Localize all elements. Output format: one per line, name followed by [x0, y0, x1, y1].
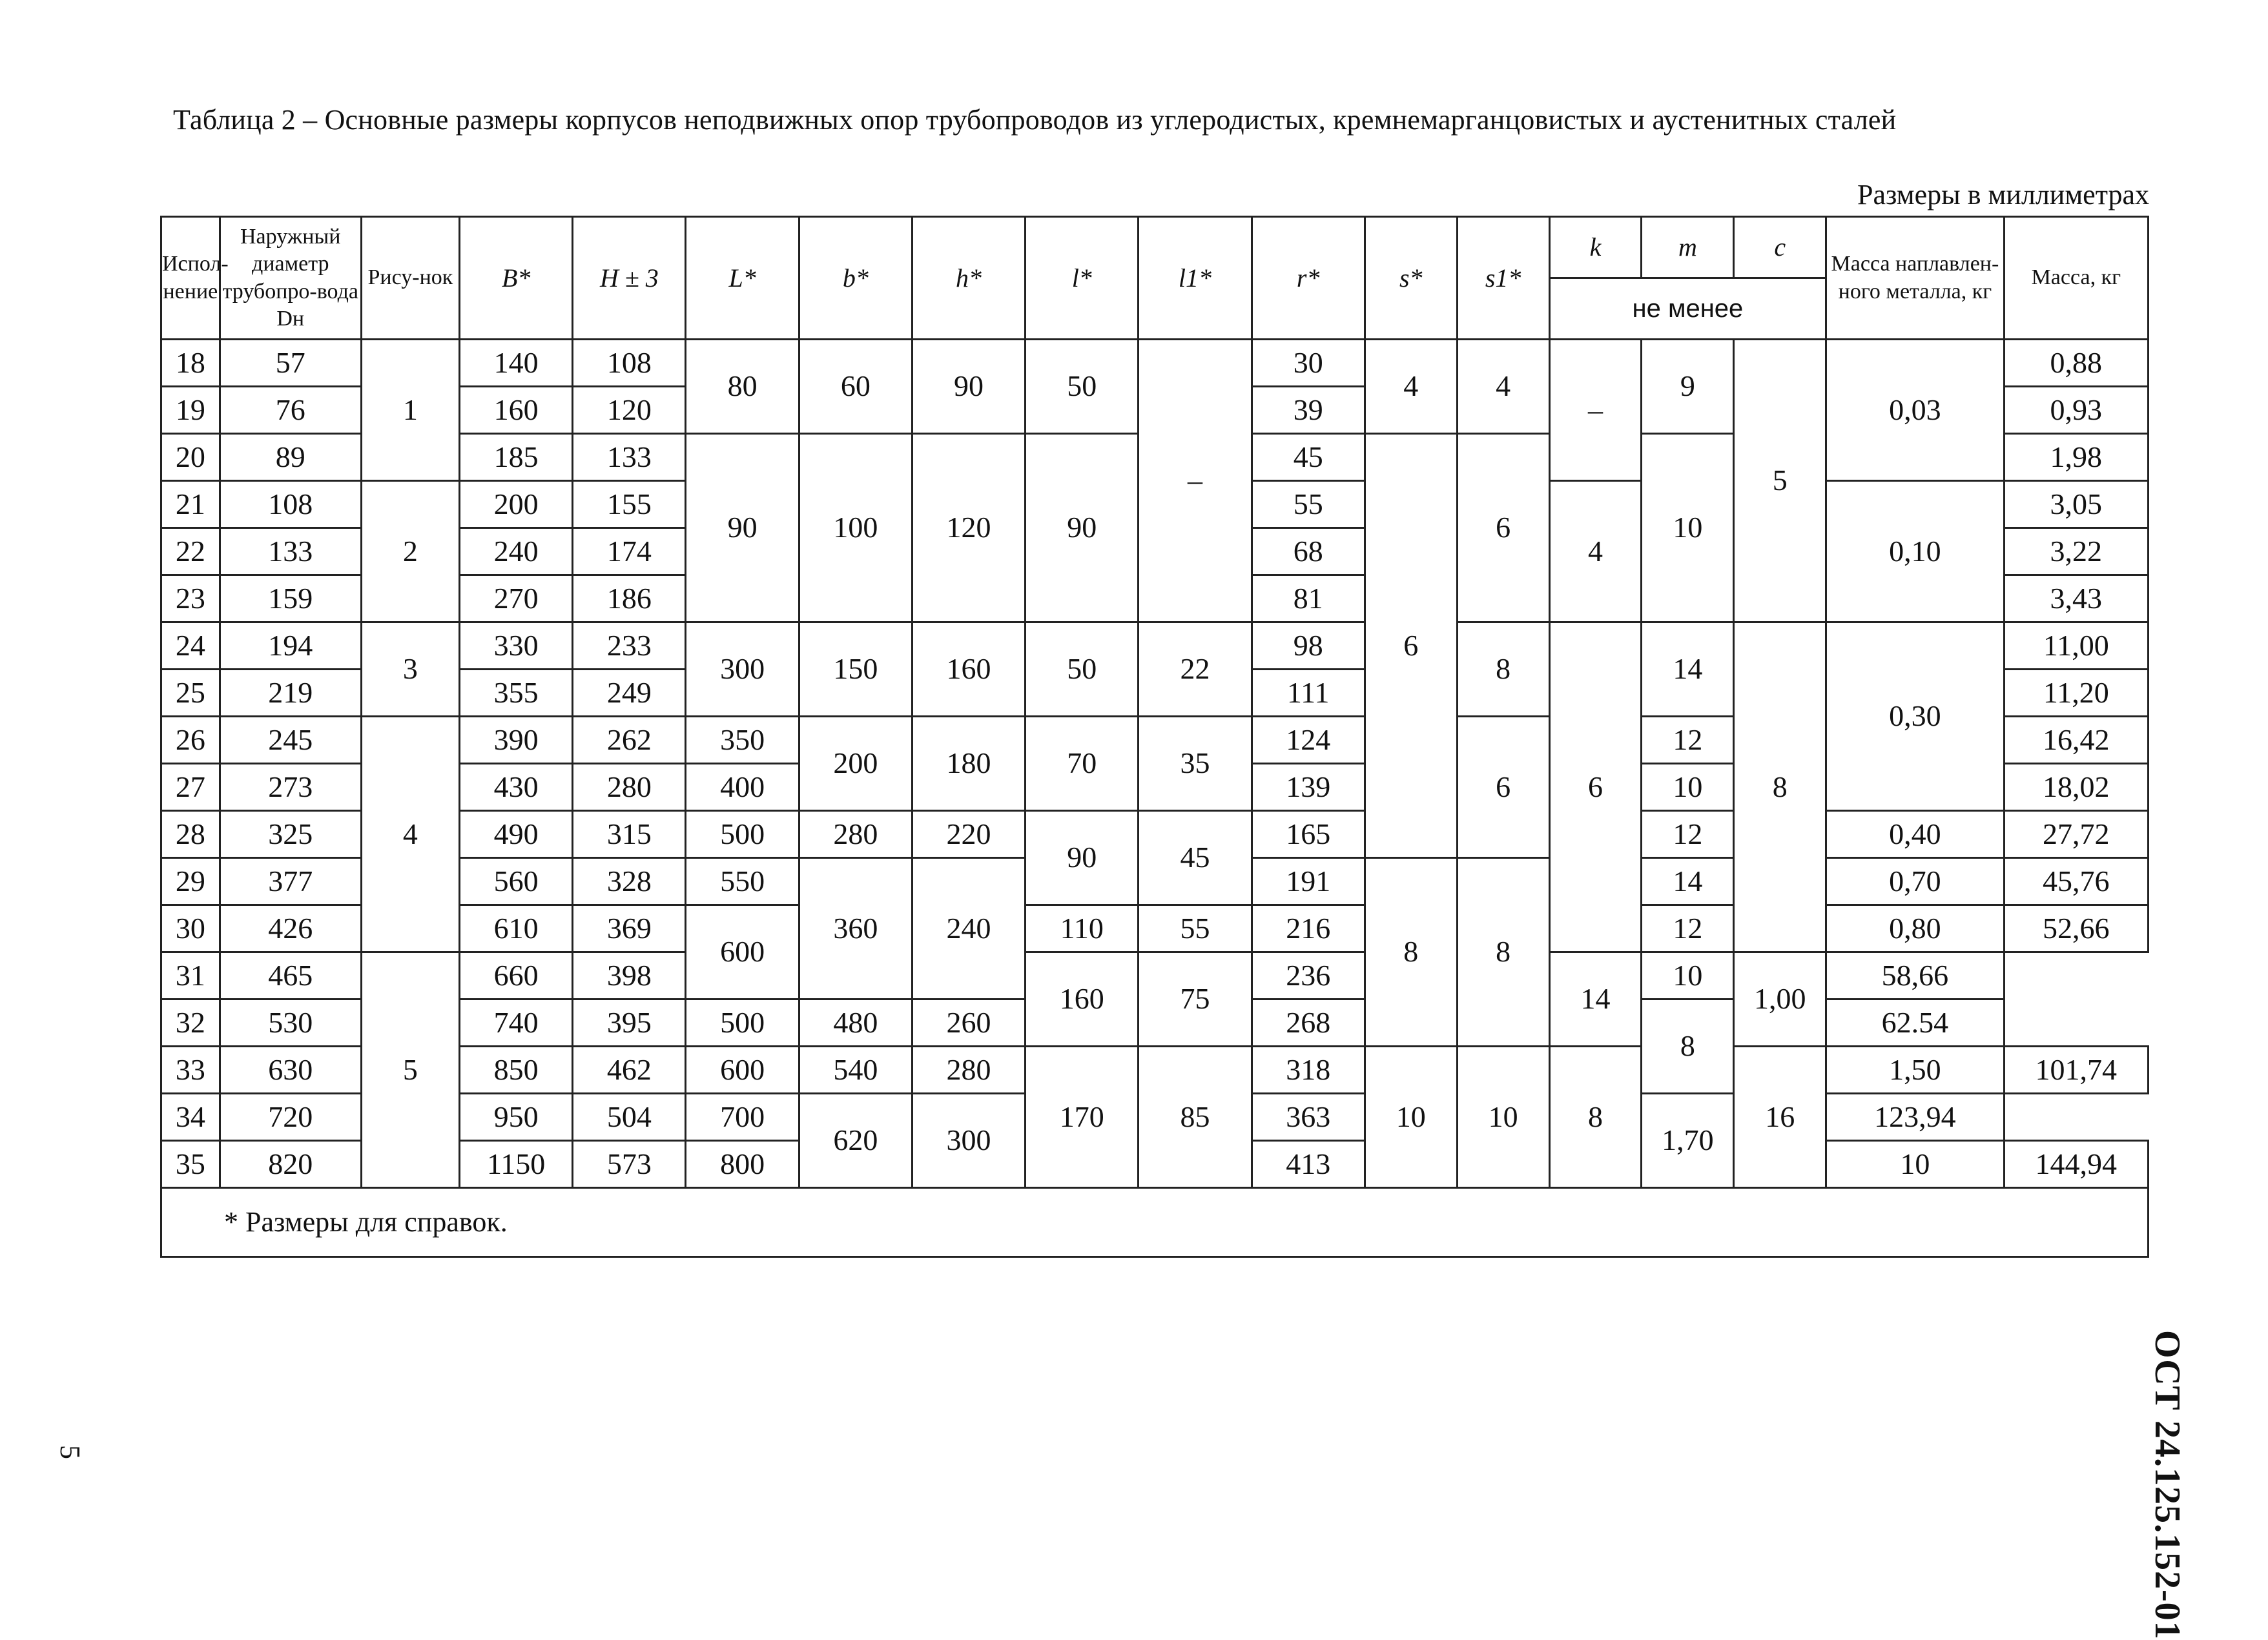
cell-diameter: 76	[220, 387, 361, 434]
cell-m: 12	[1642, 811, 1734, 858]
table-row	[161, 1047, 2149, 1094]
cell-isp: 27	[161, 764, 220, 811]
cell-L: 600	[686, 1047, 799, 1094]
cell-k: 4	[1549, 481, 1642, 622]
cell-isp: 21	[161, 481, 220, 528]
cell-l1: 55	[1139, 905, 1252, 952]
cell-r: 165	[1252, 811, 1365, 858]
header-diameter: Наружный диаметр трубопро-вода Dн	[220, 217, 361, 340]
cell-mass: 11,20	[2004, 670, 2148, 717]
cell-B: 240	[460, 528, 573, 575]
cell-c: 10	[1826, 1141, 2004, 1188]
cell-H: 108	[573, 340, 686, 387]
cell-h: 260	[912, 999, 1025, 1047]
cell-B: 390	[460, 717, 573, 764]
cell-figure: 1	[361, 340, 459, 481]
cell-H: 328	[573, 858, 686, 905]
cell-s1: 6	[1457, 434, 1549, 622]
cell-s1: 4	[1457, 340, 1549, 434]
cell-b: 480	[799, 999, 912, 1047]
cell-H: 315	[573, 811, 686, 858]
header-k: k	[1549, 217, 1642, 278]
cell-b: 360	[799, 858, 912, 999]
cell-r: 413	[1252, 1141, 1365, 1188]
cell-r: 268	[1252, 999, 1365, 1047]
cell-H: 186	[573, 575, 686, 622]
cell-L: 80	[686, 340, 799, 434]
cell-b: 620	[799, 1094, 912, 1188]
footnote: * Размеры для справок.	[161, 1188, 2149, 1257]
cell-h: 90	[912, 340, 1025, 434]
cell-B: 610	[460, 905, 573, 952]
cell-h: 300	[912, 1094, 1025, 1188]
header-weld-mass: Масса наплавлен-ного металла, кг	[1826, 217, 2004, 340]
cell-B: 355	[460, 670, 573, 717]
header-r: r*	[1252, 217, 1365, 340]
cell-B: 560	[460, 858, 573, 905]
cell-L: 400	[686, 764, 799, 811]
cell-mass: 144,94	[2004, 1141, 2148, 1188]
cell-B: 430	[460, 764, 573, 811]
cell-diameter: 630	[220, 1047, 361, 1094]
cell-B: 1150	[460, 1141, 573, 1188]
cell-isp: 25	[161, 670, 220, 717]
cell-k: –	[1549, 340, 1642, 481]
cell-weld-mass: 0,80	[1826, 905, 2004, 952]
cell-m: 12	[1642, 905, 1734, 952]
cell-H: 262	[573, 717, 686, 764]
cell-H: 133	[573, 434, 686, 481]
cell-m: 12	[1642, 717, 1734, 764]
header-figure: Рису-нок	[361, 217, 459, 340]
cell-mass: 0,93	[2004, 387, 2148, 434]
cell-l: 160	[1026, 952, 1139, 1047]
cell-figure: 3	[361, 622, 459, 717]
page-number: 5	[54, 1445, 86, 1459]
table-row	[161, 811, 2149, 858]
cell-b: 150	[799, 622, 912, 717]
cell-l1: 35	[1139, 717, 1252, 811]
cell-H: 398	[573, 952, 686, 999]
table-row	[161, 622, 2149, 670]
cell-H: 395	[573, 999, 686, 1047]
cell-l: 50	[1026, 340, 1139, 434]
cell-diameter: 377	[220, 858, 361, 905]
dimensions-table	[160, 216, 2149, 1258]
cell-L: 90	[686, 434, 799, 622]
cell-isp: 28	[161, 811, 220, 858]
cell-h: 220	[912, 811, 1025, 858]
cell-mass: 62.54	[1826, 999, 2004, 1047]
cell-H: 233	[573, 622, 686, 670]
cell-m: 10	[1642, 434, 1734, 622]
cell-isp: 22	[161, 528, 220, 575]
cell-r: 98	[1252, 622, 1365, 670]
cell-b: 280	[799, 811, 912, 858]
cell-h: 160	[912, 622, 1025, 717]
cell-s: 8	[1365, 858, 1457, 1047]
cell-diameter: 133	[220, 528, 361, 575]
cell-diameter: 720	[220, 1094, 361, 1141]
cell-mass: 45,76	[2004, 858, 2148, 905]
cell-B: 330	[460, 622, 573, 670]
cell-s: 6	[1365, 434, 1457, 858]
cell-c: 5	[1734, 340, 1826, 622]
cell-s1: 8	[1457, 622, 1549, 717]
cell-c: 10	[1642, 952, 1734, 999]
cell-k: 6	[1549, 622, 1642, 952]
header-mass: Масса, кг	[2004, 217, 2148, 340]
header-h: h*	[912, 217, 1025, 340]
cell-diameter: 245	[220, 717, 361, 764]
cell-L: 500	[686, 811, 799, 858]
cell-B: 950	[460, 1094, 573, 1141]
cell-weld-mass: 0,40	[1826, 811, 2004, 858]
cell-isp: 33	[161, 1047, 220, 1094]
cell-s1: 6	[1457, 717, 1549, 858]
cell-isp: 35	[161, 1141, 220, 1188]
cell-isp: 19	[161, 387, 220, 434]
header-c: c	[1734, 217, 1826, 278]
cell-r: 139	[1252, 764, 1365, 811]
cell-diameter: 159	[220, 575, 361, 622]
cell-m: 14	[1549, 952, 1642, 1047]
cell-diameter: 426	[220, 905, 361, 952]
cell-isp: 26	[161, 717, 220, 764]
cell-L: 350	[686, 717, 799, 764]
cell-B: 850	[460, 1047, 573, 1094]
cell-mass: 16,42	[2004, 717, 2148, 764]
header-row	[161, 217, 2149, 278]
cell-r: 45	[1252, 434, 1365, 481]
cell-L: 700	[686, 1094, 799, 1141]
cell-m: 14	[1642, 858, 1734, 905]
cell-diameter: 820	[220, 1141, 361, 1188]
cell-l: 50	[1026, 622, 1139, 717]
cell-r: 30	[1252, 340, 1365, 387]
cell-mass: 52,66	[2004, 905, 2148, 952]
cell-H: 573	[573, 1141, 686, 1188]
cell-H: 462	[573, 1047, 686, 1094]
cell-m: 10	[1642, 764, 1734, 811]
cell-h: 280	[912, 1047, 1025, 1094]
cell-isp: 30	[161, 905, 220, 952]
cell-diameter: 219	[220, 670, 361, 717]
cell-isp: 34	[161, 1094, 220, 1141]
cell-H: 504	[573, 1094, 686, 1141]
cell-weld-mass: 0,10	[1826, 481, 2004, 622]
cell-B: 160	[460, 387, 573, 434]
cell-l: 70	[1026, 717, 1139, 811]
cell-B: 185	[460, 434, 573, 481]
units-note: Размеры в миллиметрах	[1857, 179, 2149, 210]
cell-weld-mass: 0,70	[1826, 858, 2004, 905]
cell-B: 660	[460, 952, 573, 999]
cell-H: 249	[573, 670, 686, 717]
cell-B: 270	[460, 575, 573, 622]
cell-mass: 101,74	[2004, 1047, 2148, 1094]
cell-diameter: 89	[220, 434, 361, 481]
cell-mass: 3,05	[2004, 481, 2148, 528]
cell-m: 9	[1642, 340, 1734, 434]
table-row	[161, 340, 2149, 387]
cell-l1: 45	[1139, 811, 1252, 905]
cell-l1: 75	[1139, 952, 1252, 1047]
cell-b: 200	[799, 717, 912, 811]
cell-s1: 10	[1457, 1047, 1549, 1188]
cell-B: 740	[460, 999, 573, 1047]
header-b: b*	[799, 217, 912, 340]
cell-r: 216	[1252, 905, 1365, 952]
cell-mass: 18,02	[2004, 764, 2148, 811]
header-H: H ± 3	[573, 217, 686, 340]
cell-B: 490	[460, 811, 573, 858]
cell-diameter: 530	[220, 999, 361, 1047]
cell-L: 550	[686, 858, 799, 905]
cell-H: 174	[573, 528, 686, 575]
cell-c: 8	[1734, 622, 1826, 952]
cell-H: 155	[573, 481, 686, 528]
cell-r: 124	[1252, 717, 1365, 764]
cell-L: 600	[686, 905, 799, 999]
cell-mass: 27,72	[2004, 811, 2148, 858]
cell-r: 111	[1252, 670, 1365, 717]
cell-r: 363	[1252, 1094, 1365, 1141]
cell-L: 500	[686, 999, 799, 1047]
cell-isp: 32	[161, 999, 220, 1047]
cell-r: 81	[1252, 575, 1365, 622]
cell-r: 236	[1252, 952, 1365, 999]
header-l: l*	[1026, 217, 1139, 340]
cell-mass: 1,98	[2004, 434, 2148, 481]
cell-isp: 31	[161, 952, 220, 999]
header-s: s*	[1365, 217, 1457, 340]
cell-isp: 24	[161, 622, 220, 670]
cell-figure: 5	[361, 952, 459, 1188]
cell-diameter: 325	[220, 811, 361, 858]
cell-b: 100	[799, 434, 912, 622]
cell-c: 8	[1642, 999, 1734, 1094]
cell-weld-mass: 1,00	[1734, 952, 1826, 1047]
header-s1: s1*	[1457, 217, 1549, 340]
cell-diameter: 108	[220, 481, 361, 528]
cell-r: 191	[1252, 858, 1365, 905]
cell-r: 39	[1252, 387, 1365, 434]
cell-m: 14	[1642, 622, 1734, 717]
cell-figure: 2	[361, 481, 459, 622]
cell-l1: 85	[1139, 1047, 1252, 1188]
cell-s1: 8	[1457, 858, 1549, 1047]
cell-H: 120	[573, 387, 686, 434]
cell-diameter: 57	[220, 340, 361, 387]
cell-r: 318	[1252, 1047, 1365, 1094]
cell-weld-mass: 1,70	[1642, 1094, 1734, 1188]
cell-isp: 23	[161, 575, 220, 622]
cell-h: 180	[912, 717, 1025, 811]
cell-weld-mass: 1,50	[1826, 1047, 2004, 1094]
cell-H: 280	[573, 764, 686, 811]
document-code: ОСТ 24.125.152-01	[2147, 1330, 2187, 1640]
cell-l: 170	[1026, 1047, 1139, 1188]
cell-l1: 22	[1139, 622, 1252, 717]
cell-m: 16	[1734, 1047, 1826, 1188]
cell-r: 55	[1252, 481, 1365, 528]
cell-L: 800	[686, 1141, 799, 1188]
cell-b: 60	[799, 340, 912, 434]
header-not-less: не менее	[1549, 278, 1826, 340]
cell-l1: –	[1139, 340, 1252, 622]
cell-diameter: 194	[220, 622, 361, 670]
cell-diameter: 273	[220, 764, 361, 811]
header-B: B*	[460, 217, 573, 340]
cell-figure: 4	[361, 717, 459, 952]
cell-mass: 3,22	[2004, 528, 2148, 575]
cell-weld-mass: 0,03	[1826, 340, 2004, 481]
cell-isp: 29	[161, 858, 220, 905]
cell-B: 140	[460, 340, 573, 387]
cell-l: 90	[1026, 434, 1139, 622]
cell-diameter: 465	[220, 952, 361, 999]
header-isp: Испол-нение	[161, 217, 220, 340]
cell-k: 8	[1549, 1047, 1642, 1188]
cell-isp: 20	[161, 434, 220, 481]
cell-b: 540	[799, 1047, 912, 1094]
cell-isp: 18	[161, 340, 220, 387]
cell-mass: 3,43	[2004, 575, 2148, 622]
header-L: L*	[686, 217, 799, 340]
cell-B: 200	[460, 481, 573, 528]
cell-h: 120	[912, 434, 1025, 622]
cell-mass: 11,00	[2004, 622, 2148, 670]
cell-h: 240	[912, 858, 1025, 999]
header-m: m	[1642, 217, 1734, 278]
cell-l: 110	[1026, 905, 1139, 952]
cell-l: 90	[1026, 811, 1139, 905]
table-row	[161, 905, 2149, 952]
cell-s: 10	[1365, 1047, 1457, 1188]
cell-H: 369	[573, 905, 686, 952]
cell-weld-mass: 0,30	[1826, 622, 2004, 811]
cell-r: 68	[1252, 528, 1365, 575]
cell-mass: 123,94	[1826, 1094, 2004, 1141]
cell-mass: 58,66	[1826, 952, 2004, 999]
table-title: Таблица 2 – Основные размеры корпусов неподвижных опор трубопроводов из углеродистых, кремнемарганцовистых и аустенитных сталей	[173, 104, 1897, 136]
header-l1: l1*	[1139, 217, 1252, 340]
cell-L: 300	[686, 622, 799, 717]
cell-s: 4	[1365, 340, 1457, 434]
cell-mass: 0,88	[2004, 340, 2148, 387]
table-row	[161, 952, 2149, 999]
footnote-row	[161, 1188, 2149, 1257]
